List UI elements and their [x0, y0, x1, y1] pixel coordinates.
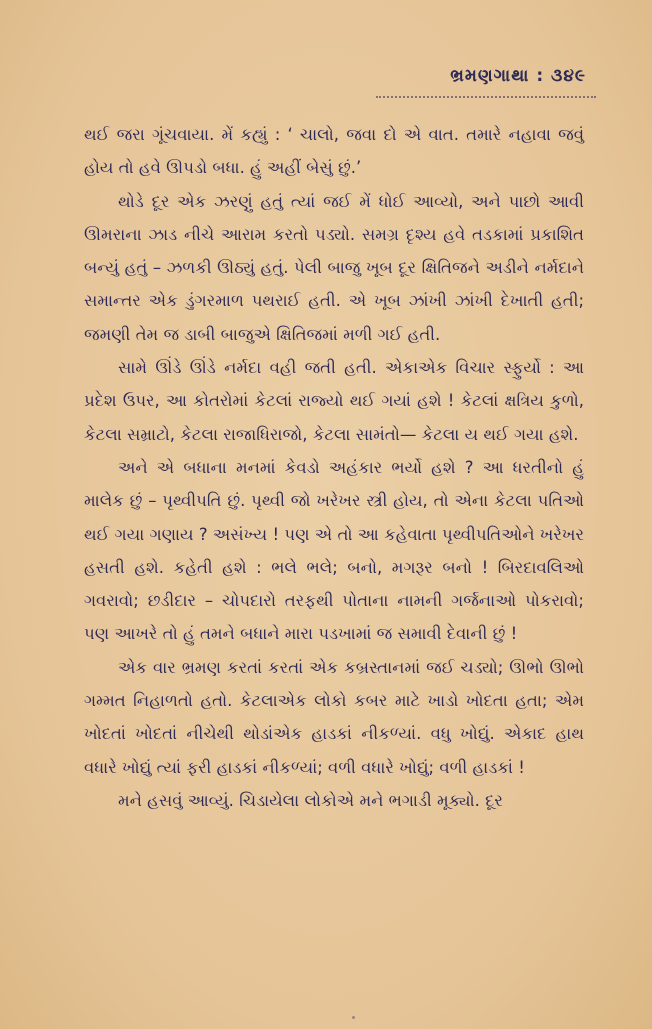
running-header: ભ્રમણગાથા : ૩૪૯ [450, 66, 586, 86]
header-underline [376, 90, 596, 98]
paragraph: થોડે દૂર એક ઝરણું હતું ત્યાં જઈ મેં ધોઈ આવ્યો, અને પાછો આવી ઊમરાના ઝાડ નીચે આરામ કરતો પડ્યો. સમગ્ર દૃશ્ય હવે તડકામાં પ્રકાશિત બન્યું હતું – ઝળકી ઊઠ્યું હતું. પેલી બાજુ ખૂબ દૂર ક્ષિતિજને અડીને નર્મદાને સમાન્તર એક ડુંગરમાળ પથરાઈ હતી. એ ખૂબ ઝાંખી ઝાંખી દેખાતી હતી; જમણી તેમ જ ડાબી બાજુએ ક્ષિતિજમાં મળી ગઈ હતી. [84, 191, 584, 344]
paragraph: સામે ઊંડે ઊંડે નર્મદા વહી જતી હતી. એકાએક વિચાર સ્ફુર્યો : આ પ્રદેશ ઉપર, આ કોતરોમાં કેટલાં રાજ્યો થઈ ગયાં હશે ! કેટલાં ક્ષત્રિય કુળો, કેટલા સમ્રાટો, કેટલા રાજાધિરાજો, કેટલા સામંતો— કેટલા ય થઈ ગયા હશે. [84, 358, 584, 444]
paragraph: એક વાર ભ્રમણ કરતાં કરતાં એક કબ્રસ્તાનમાં જઈ ચડ્યો; ઊભો ઊભો ગમ્મત નિહાળતો હતો. કેટલાએક લોકો કબર માટે ખાડો ખોદતા હતા; એમ ખોદતાં ખોદતાં નીચેથી થોડાંએક હાડકાં નીકળ્યાં. વધુ ખોદ્યું. એકાદ હાથ વધારે ખોદ્યું ત્યાં ફરી હાડકાં નીકળ્યાં; વળી વધારે ખોદ્યું; વળી હાડકાં ! [84, 657, 584, 777]
paragraph: મને હસવું આવ્યું. ચિડાયેલા લોકોએ મને ભગાડી મૂક્યો. દૂર [118, 790, 503, 810]
paragraph: અને એ બધાના મનમાં કેવડો અહંકાર ભર્યો હશે ? આ ધરતીનો હું માલેક છું – પૃથ્વીપતિ છું. પૃથ્વી જો ખરેખર સ્ત્રી હોય, તો એના કેટલા પતિઓ થઈ ગયા ગણાય ? અસંખ્ય ! પણ એ તો આ કહેવાતા પૃથ્વીપતિઓને ખરેખર હસતી હશે. કહેતી હશે : ભલે ભલે; બનો, મગરૂર બનો ! બિરદાવલિઓ ગવરાવો; છડીદાર – ચોપદારો તરફથી પોતાના નામની ગર્જનાઓ પોકરાવો; પણ આખરે તો હું તમને બધાને મારા પડખામાં જ સમાવી દેવાની છું ! [84, 457, 584, 644]
paragraph: થઈ જરા ગૂંચવાયા. મેં કહ્યું : ‘ ચાલો, જવા દો એ વાત. તમારે નહાવા જવું હોય તો હવે ઊપડો બધા. હું અહીં બેસું છું.’ [84, 125, 584, 178]
page-body [84, 118, 584, 817]
ink-speck [352, 1016, 355, 1019]
